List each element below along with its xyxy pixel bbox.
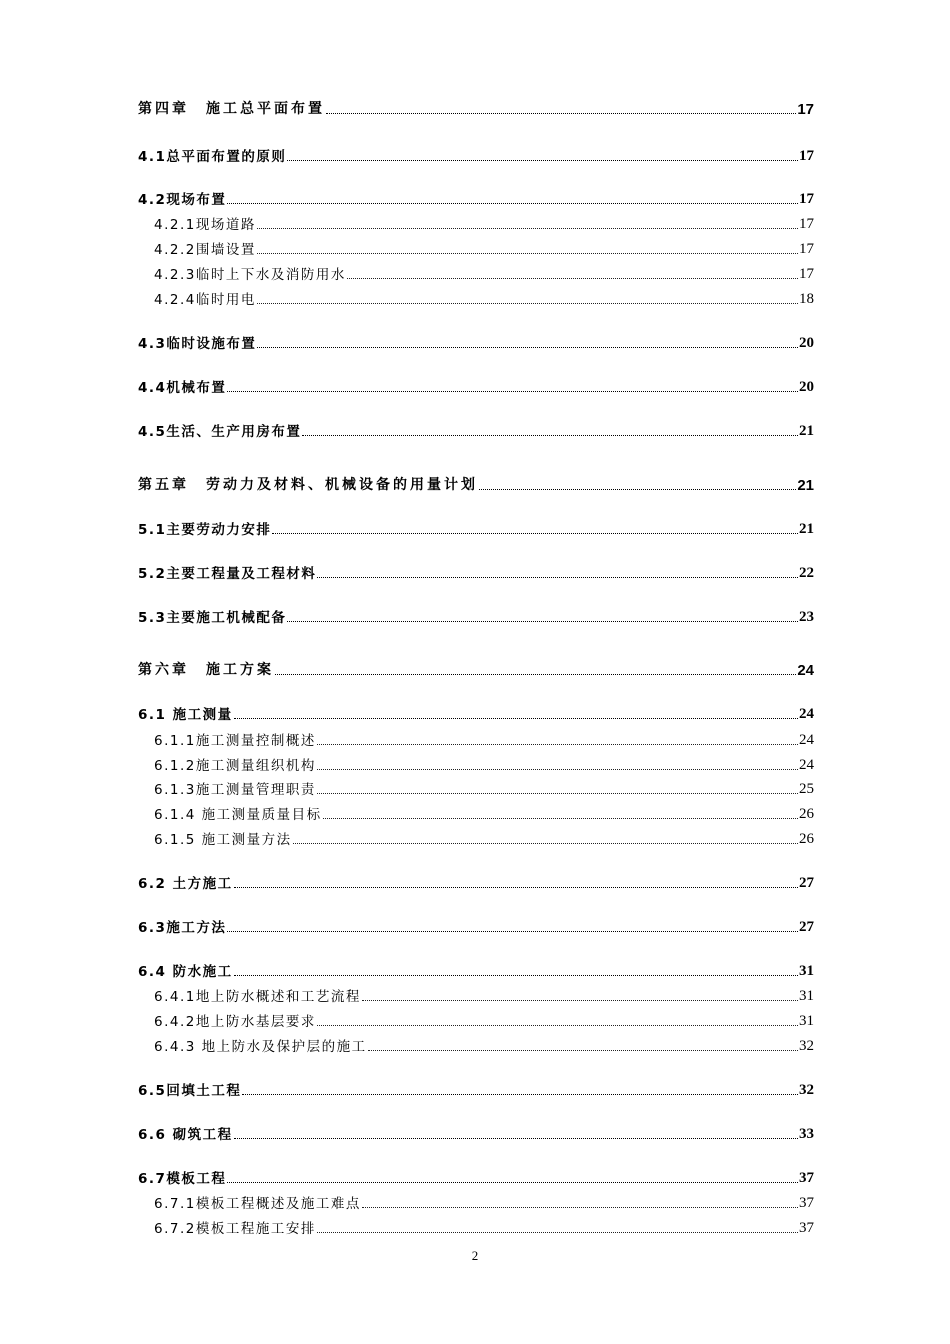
dot-leader (227, 203, 798, 204)
toc-entry-page-number: 18 (799, 291, 814, 307)
toc-entry-title: 第五章 劳动力及材料、机械设备的用量计划 (138, 477, 478, 493)
toc-entry-title: 6.7.2模板工程施工安排 (154, 1221, 316, 1237)
toc-entry[interactable] (138, 1167, 814, 1187)
toc-entry-page-number: 37 (799, 1195, 814, 1211)
toc-entry-page-number: 24 (799, 732, 814, 748)
toc-entry-page-number: 21 (799, 521, 814, 537)
dot-leader (234, 718, 798, 719)
toc-entry-page-number: 25 (799, 781, 814, 797)
toc-entry-page-number: 26 (799, 806, 814, 822)
toc-entry[interactable] (154, 1217, 814, 1237)
toc-entry[interactable] (154, 729, 814, 749)
dot-leader (287, 621, 798, 622)
toc-entry-title: 4.1总平面布置的原则 (138, 149, 287, 165)
toc-entry-page-number: 24 (797, 662, 814, 679)
toc-entry-page-number: 33 (799, 1126, 814, 1142)
dot-leader (323, 818, 798, 819)
toc-entry-page-number: 21 (797, 477, 814, 494)
toc-entry[interactable] (154, 1192, 814, 1212)
toc-entry-page-number: 37 (799, 1220, 814, 1236)
toc-entry-page-number: 27 (799, 919, 814, 935)
toc-entry-title: 6.1.4 施工测量质量目标 (154, 807, 322, 823)
toc-entry-title: 4.4机械布置 (138, 380, 227, 396)
toc-entry-title: 6.4 防水施工 (138, 964, 233, 980)
toc-entry-page-number: 17 (799, 241, 814, 257)
toc-entry-title: 6.6 砌筑工程 (138, 1127, 233, 1143)
toc-entry-title: 6.7.1模板工程概述及施工难点 (154, 1196, 361, 1212)
dot-leader (234, 887, 798, 888)
dot-leader (302, 435, 798, 436)
toc-entry-title: 6.5回填土工程 (138, 1083, 242, 1099)
page-number-footer: 2 (471, 1248, 479, 1263)
toc-entry-page-number: 24 (799, 706, 814, 722)
dot-leader (272, 533, 798, 534)
toc-entry[interactable] (138, 376, 814, 396)
dot-leader (317, 793, 798, 794)
dot-leader (326, 113, 796, 114)
dot-leader (227, 391, 798, 392)
toc-entry[interactable] (154, 778, 814, 798)
toc-entry[interactable] (138, 1123, 814, 1143)
toc-entry-title: 6.1.3施工测量管理职责 (154, 782, 316, 798)
dot-leader (242, 1094, 798, 1095)
toc-entry-page-number: 20 (799, 379, 814, 395)
toc-entry[interactable] (138, 659, 814, 679)
toc-entry-page-number: 17 (799, 148, 814, 164)
toc-entry[interactable] (154, 238, 814, 258)
toc-entry-title: 4.3临时设施布置 (138, 336, 257, 352)
toc-entry[interactable] (154, 213, 814, 233)
toc-entry-title: 4.2.4临时用电 (154, 292, 256, 308)
toc-entry[interactable] (138, 960, 814, 980)
dot-leader (257, 253, 798, 254)
toc-entry-title: 6.2 土方施工 (138, 876, 233, 892)
toc-entry-title: 6.1.1施工测量控制概述 (154, 733, 316, 749)
dot-leader (317, 1232, 798, 1233)
toc-entry[interactable] (138, 562, 814, 582)
toc-entry[interactable] (138, 606, 814, 626)
toc-entry-title: 6.1.2施工测量组织机构 (154, 758, 316, 774)
dot-leader (257, 347, 798, 348)
toc-entry-title: 6.4.3 地上防水及保护层的施工 (154, 1039, 367, 1055)
toc-entry-page-number: 27 (799, 875, 814, 891)
toc-entry-title: 6.7模板工程 (138, 1171, 227, 1187)
dot-leader (362, 1000, 798, 1001)
toc-entry[interactable] (138, 474, 814, 494)
toc-entry-page-number: 20 (799, 335, 814, 351)
toc-entry[interactable] (154, 828, 814, 848)
dot-leader (347, 278, 798, 279)
toc-entry-page-number: 37 (799, 1170, 814, 1186)
toc-entry-title: 6.3施工方法 (138, 920, 227, 936)
toc-entry[interactable] (138, 188, 814, 208)
toc-entry-title: 4.2.3临时上下水及消防用水 (154, 267, 346, 283)
toc-entry[interactable] (154, 1035, 814, 1055)
toc-entry[interactable] (138, 1079, 814, 1099)
toc-entry-title: 第六章 施工方案 (138, 662, 274, 678)
toc-entry-title: 4.2现场布置 (138, 192, 227, 208)
toc-entry-title: 6.4.1地上防水概述和工艺流程 (154, 989, 361, 1005)
toc-entry-title: 6.1 施工测量 (138, 707, 233, 723)
toc-entry-page-number: 17 (797, 101, 814, 118)
dot-leader (317, 769, 798, 770)
toc-entry-page-number: 17 (799, 266, 814, 282)
toc-entry-page-number: 31 (799, 963, 814, 979)
toc-entry-page-number: 26 (799, 831, 814, 847)
toc-entry[interactable] (138, 518, 814, 538)
toc-entry[interactable] (138, 98, 814, 118)
toc-entry[interactable] (154, 754, 814, 774)
toc-entry-page-number: 24 (799, 757, 814, 773)
dot-leader (293, 843, 798, 844)
toc-entry-page-number: 32 (799, 1082, 814, 1098)
toc-entry-title: 4.5生活、生产用房布置 (138, 424, 302, 440)
toc-entry-page-number: 32 (799, 1038, 814, 1054)
dot-leader (368, 1050, 798, 1051)
toc-entry[interactable] (154, 1010, 814, 1030)
toc-entry[interactable] (138, 703, 814, 723)
dot-leader (287, 160, 798, 161)
toc-entry[interactable] (154, 985, 814, 1005)
toc-entry-page-number: 21 (799, 423, 814, 439)
dot-leader (317, 577, 798, 578)
toc-entry[interactable] (154, 263, 814, 283)
toc-entry[interactable] (138, 145, 814, 165)
toc-entry[interactable] (138, 872, 814, 892)
toc-entry-page-number: 31 (799, 1013, 814, 1029)
dot-leader (317, 1025, 798, 1026)
dot-leader (227, 1182, 798, 1183)
toc-entry-title: 4.2.1现场道路 (154, 217, 256, 233)
toc-entry[interactable] (154, 288, 814, 308)
toc-entry-title: 6.4.2地上防水基层要求 (154, 1014, 316, 1030)
dot-leader (362, 1207, 798, 1208)
toc-entry[interactable] (138, 916, 814, 936)
toc-entry-title: 第四章 施工总平面布置 (138, 101, 325, 117)
dot-leader (317, 744, 798, 745)
toc-entry-page-number: 23 (799, 609, 814, 625)
toc-entry-page-number: 17 (799, 191, 814, 207)
toc-entry[interactable] (138, 420, 814, 440)
dot-leader (275, 674, 796, 675)
toc-entry-title: 5.1主要劳动力安排 (138, 522, 272, 538)
dot-leader (479, 489, 796, 490)
toc-entry-title: 5.2主要工程量及工程材料 (138, 566, 317, 582)
dot-leader (257, 228, 798, 229)
toc-entry-page-number: 22 (799, 565, 814, 581)
dot-leader (227, 931, 798, 932)
toc-entry-title: 4.2.2围墙设置 (154, 242, 256, 258)
toc-entry-page-number: 31 (799, 988, 814, 1004)
toc-entry[interactable] (138, 332, 814, 352)
dot-leader (234, 975, 798, 976)
toc-entry-title: 6.1.5 施工测量方法 (154, 832, 292, 848)
dot-leader (234, 1138, 798, 1139)
toc-entry-page-number: 17 (799, 216, 814, 232)
dot-leader (257, 303, 798, 304)
toc-entry-title: 5.3主要施工机械配备 (138, 610, 287, 626)
toc-entry[interactable] (154, 803, 814, 823)
